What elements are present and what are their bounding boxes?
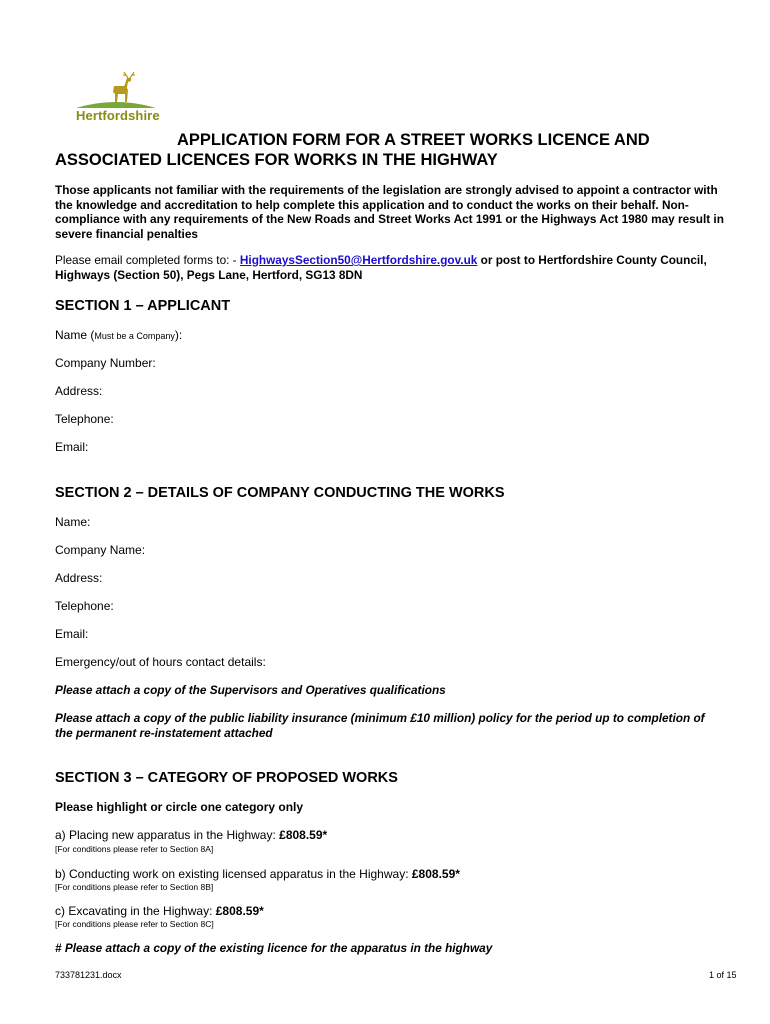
category-price: £808.59* [215,904,264,918]
submission-instructions [55,253,725,282]
footer-page-number: 1 of 15 [709,970,737,980]
applicant-name-field[interactable] [55,328,182,342]
hertfordshire-logo [74,70,158,126]
category-label: b) Conducting work on existing licensed apparatus in the Highway: [55,867,412,881]
field-note: Must be a Company [94,331,175,341]
contractor-address-field[interactable]: Address: [55,571,103,585]
category-price: £808.59* [411,867,460,881]
email-prefix: Please email completed forms to: - [55,253,240,267]
category-label: c) Excavating in the Highway: [55,904,216,918]
title-line-2: ASSOCIATED LICENCES FOR WORKS IN THE HIGHWAY [55,151,498,169]
category-c-reference: [For conditions please refer to Section 8C] [55,919,214,929]
category-b-reference: [For conditions please refer to Section 8B] [55,882,214,892]
category-option-b[interactable] [55,867,460,881]
field-label: Name ( [55,328,95,342]
category-option-a[interactable] [55,828,327,842]
category-option-c[interactable] [55,904,264,918]
insurance-note: Please attach a copy of the public liability insurance (minimum £10 million) policy for the period up to completion of the permanent re-instatement attached [55,711,705,740]
email-link[interactable]: HighwaysSection50@Hertfordshire.gov.uk [239,253,478,267]
section-1-heading: SECTION 1 – APPLICANT [55,298,231,314]
applicant-address-field[interactable]: Address: [55,384,103,398]
section-3-heading: SECTION 3 – CATEGORY OF PROPOSED WORKS [55,770,398,786]
stag-icon [74,70,158,110]
title-line-1: APPLICATION FORM FOR A STREET WORKS LICENCE AND [177,131,650,149]
emergency-contact-field[interactable]: Emergency/out of hours contact details: [55,655,266,669]
contractor-email-field[interactable]: Email: [55,627,89,641]
section-2-heading: SECTION 2 – DETAILS OF COMPANY CONDUCTING THE WORKS [55,485,505,501]
category-instruction: Please highlight or circle one category only [55,800,304,814]
company-number-field[interactable]: Company Number: [55,356,156,370]
field-label-end: ): [174,328,183,342]
footer-filename: 733781231.docx [55,970,122,980]
qualifications-note: Please attach a copy of the Supervisors and Operatives qualifications [55,683,446,697]
licence-attachment-note: # Please attach a copy of the existing licence for the apparatus in the highway [55,941,493,955]
logo-text: Hertfordshire [76,108,160,123]
contractor-name-field[interactable]: Name: [55,515,91,529]
category-label: a) Placing new apparatus in the Highway: [55,828,280,842]
category-a-reference: [For conditions please refer to Section 8A] [55,844,214,854]
intro-paragraph: Those applicants not familiar with the requirements of the legislation are strongly advised to appoint a contractor with the knowledge and accreditation to help complete this application and to conduct the works on their behalf. Non-compliance with any requirements of the New Roads and Street Works Act 1991 or the Highways Act 1980 may result in severe financial penalties [55,183,724,241]
postal-address: or post to Hertfordshire County Council, Highways (Section 50), Pegs Lane, Hertford, SG13 8DN [55,253,707,282]
applicant-telephone-field[interactable]: Telephone: [55,412,114,426]
contractor-telephone-field[interactable]: Telephone: [55,599,114,613]
category-price: £808.59* [279,828,328,842]
applicant-email-field[interactable]: Email: [55,440,89,454]
contractor-company-name-field[interactable]: Company Name: [55,543,146,557]
page-title [55,130,735,170]
